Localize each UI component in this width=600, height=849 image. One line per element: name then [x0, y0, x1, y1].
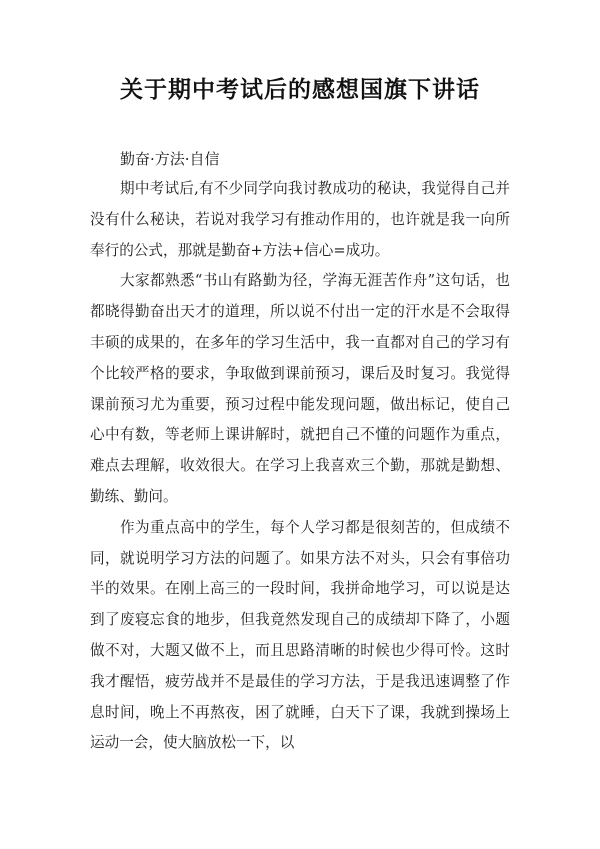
document-title: 关于期中考试后的感想国旗下讲话 [120, 76, 480, 103]
document-body [90, 144, 510, 759]
paragraph-2: 大家都熟悉“书山有路勤为径，学海无涯苦作舟”这句话，也都晓得勤奋出天才的道理，所以说不付出一定的汗水是不会取得丰硕的成果的，在多年的学习生活中，我一直都对自己的学习有个比较严格的要求，争取做到课前预习，课后及时复习。我觉得课前预习尤为重要，预习过程中能发现问题，做出标记，使自己心中有数，等老师上课讲解时，就把自己不懂的问题作为重点，难点去理解，收效很大。在学习上我喜欢三个勤，那就是勤想、勤练、勤问。 [90, 272, 510, 505]
paragraph-1: 期中考试后,有不少同学向我讨教成功的秘诀，我觉得自己并没有什么秘诀，若说对我学习有推动作用的，也许就是我一向所奉行的公式，那就是勤奋+方法+信心=成功。 [90, 180, 510, 259]
document-subtitle: 勤奋·方法·自信 [120, 150, 220, 168]
paragraph-3: 作为重点高中的学生，每个人学习都是很刻苦的，但成绩不同，就说明学习方法的问题了。如果方法不对头，只会有事倍功半的效果。在刚上高三的一段时间，我拼命地学习，可以说是达到了废寝忘食的地步，但我竟然发现自己的成绩却下降了，小题做不对，大题又做不上，而且思路清晰的时候也少得可怜。这时我才醒悟，疲劳战并不是最佳的学习方法，于是我迅速调整了作息时间，晚上不再熬夜，困了就睡，白天下了课，我就到操场上运动一会，使大脑放松一下，以 [90, 518, 510, 752]
